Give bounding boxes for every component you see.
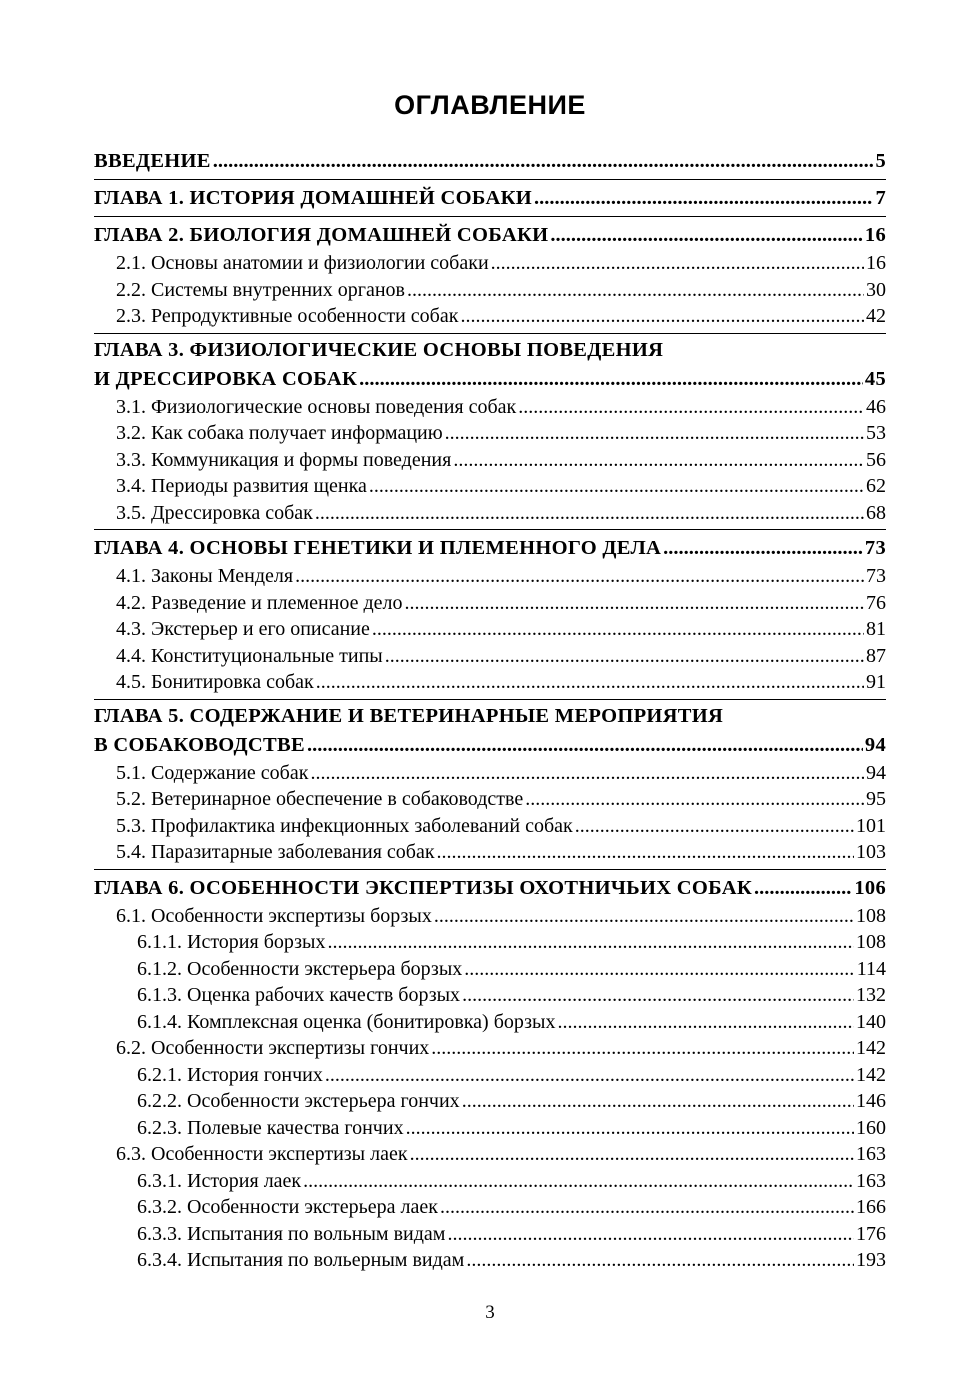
toc-subsection[interactable]: 6.1.2. Особенности экстерьера борзых ..... 114	[94, 956, 886, 983]
toc-section[interactable]: 5.4. Паразитарные заболевания собак ..... 103	[94, 839, 886, 866]
toc-section[interactable]: 3.1. Физиологические основы поведения собак ..... 46	[94, 394, 886, 421]
toc-subsection[interactable]: 6.1.3. Оценка рабочих качеств борзых ..... 132	[94, 982, 886, 1009]
toc-intro[interactable]: ВВЕДЕНИЕ ..... 5	[94, 146, 886, 176]
toc-section[interactable]: 4.2. Разведение и племенное дело ..... 76	[94, 590, 886, 617]
toc-section[interactable]: 5.2. Ветеринарное обеспечение в собаководстве ..... 95	[94, 786, 886, 813]
table-of-contents	[94, 146, 886, 1274]
toc-subsection[interactable]: 6.1.4. Комплексная оценка (бонитировка) борзых ..... 140	[94, 1009, 886, 1036]
divider	[94, 179, 886, 180]
toc-chapter-1[interactable]: ГЛАВА 1. ИСТОРИЯ ДОМАШНЕЙ СОБАКИ ..... 7	[94, 183, 886, 213]
divider	[94, 529, 886, 530]
toc-section[interactable]: 2.3. Репродуктивные особенности собак ..... 42	[94, 303, 886, 330]
page-title: ОГЛАВЛЕНИЕ	[394, 90, 586, 120]
toc-chapter-3[interactable]: И ДРЕССИРОВКА СОБАК ..... 45	[94, 364, 886, 394]
toc-subsection[interactable]: 6.3.4. Испытания по вольерным видам ..... 193	[94, 1247, 886, 1274]
toc-section[interactable]: 4.1. Законы Менделя ..... 73	[94, 563, 886, 590]
divider	[94, 699, 886, 700]
toc-section[interactable]: 3.5. Дрессировка собак ..... 68	[94, 500, 886, 527]
page-number: 3	[485, 1302, 495, 1323]
toc-section[interactable]: 2.1. Основы анатомии и физиологии собаки ..... 16	[94, 250, 886, 277]
toc-chapter-5-title-line1: ГЛАВА 5. СОДЕРЖАНИЕ И ВЕТЕРИНАРНЫЕ МЕРОПРИЯТИЯ	[94, 704, 724, 727]
toc-section[interactable]: 5.3. Профилактика инфекционных заболеваний собак ..... 101	[94, 813, 886, 840]
toc-subsection[interactable]: 6.2.2. Особенности экстерьера гончих ..... 146	[94, 1088, 886, 1115]
toc-section[interactable]: 4.4. Конституциональные типы ..... 87	[94, 643, 886, 670]
toc-section[interactable]: 6.2. Особенности экспертизы гончих ..... 142	[94, 1035, 886, 1062]
toc-chapter-2[interactable]: ГЛАВА 2. БИОЛОГИЯ ДОМАШНЕЙ СОБАКИ ..... 16	[94, 220, 886, 250]
toc-subsection[interactable]: 6.2.3. Полевые качества гончих ..... 160	[94, 1115, 886, 1142]
toc-section[interactable]: 2.2. Системы внутренних органов ..... 30	[94, 277, 886, 304]
toc-section[interactable]: 3.2. Как собака получает информацию ..... 53	[94, 420, 886, 447]
toc-chapter-3-title-line1: ГЛАВА 3. ФИЗИОЛОГИЧЕСКИЕ ОСНОВЫ ПОВЕДЕНИЯ	[94, 338, 664, 361]
toc-subsection[interactable]: 6.1.1. История борзых ..... 108	[94, 929, 886, 956]
divider	[94, 869, 886, 870]
toc-section[interactable]: 6.3. Особенности экспертизы лаек ..... 163	[94, 1141, 886, 1168]
toc-subsection[interactable]: 6.3.2. Особенности экстерьера лаек ..... 166	[94, 1194, 886, 1221]
divider	[94, 333, 886, 334]
toc-section[interactable]: 5.1. Содержание собак ..... 94	[94, 760, 886, 787]
toc-chapter-5[interactable]: В СОБАКОВОДСТВЕ ..... 94	[94, 730, 886, 760]
toc-section[interactable]: 4.5. Бонитировка собак ..... 91	[94, 669, 886, 696]
divider	[94, 216, 886, 217]
toc-section[interactable]: 3.4. Периоды развития щенка ..... 62	[94, 473, 886, 500]
toc-chapter-6[interactable]: ГЛАВА 6. ОСОБЕННОСТИ ЭКСПЕРТИЗЫ ОХОТНИЧЬИХ СОБАК ..... 106	[94, 873, 886, 903]
toc-section[interactable]: 6.1. Особенности экспертизы борзых ..... 108	[94, 903, 886, 930]
toc-section[interactable]: 4.3. Экстерьер и его описание ..... 81	[94, 616, 886, 643]
toc-subsection[interactable]: 6.3.3. Испытания по вольным видам ..... 176	[94, 1221, 886, 1248]
toc-chapter-4[interactable]: ГЛАВА 4. ОСНОВЫ ГЕНЕТИКИ И ПЛЕМЕННОГО ДЕЛА ..... 73	[94, 533, 886, 563]
toc-subsection[interactable]: 6.3.1. История лаек ..... 163	[94, 1168, 886, 1195]
toc-section[interactable]: 3.3. Коммуникация и формы поведения ..... 56	[94, 447, 886, 474]
toc-subsection[interactable]: 6.2.1. История гончих ..... 142	[94, 1062, 886, 1089]
